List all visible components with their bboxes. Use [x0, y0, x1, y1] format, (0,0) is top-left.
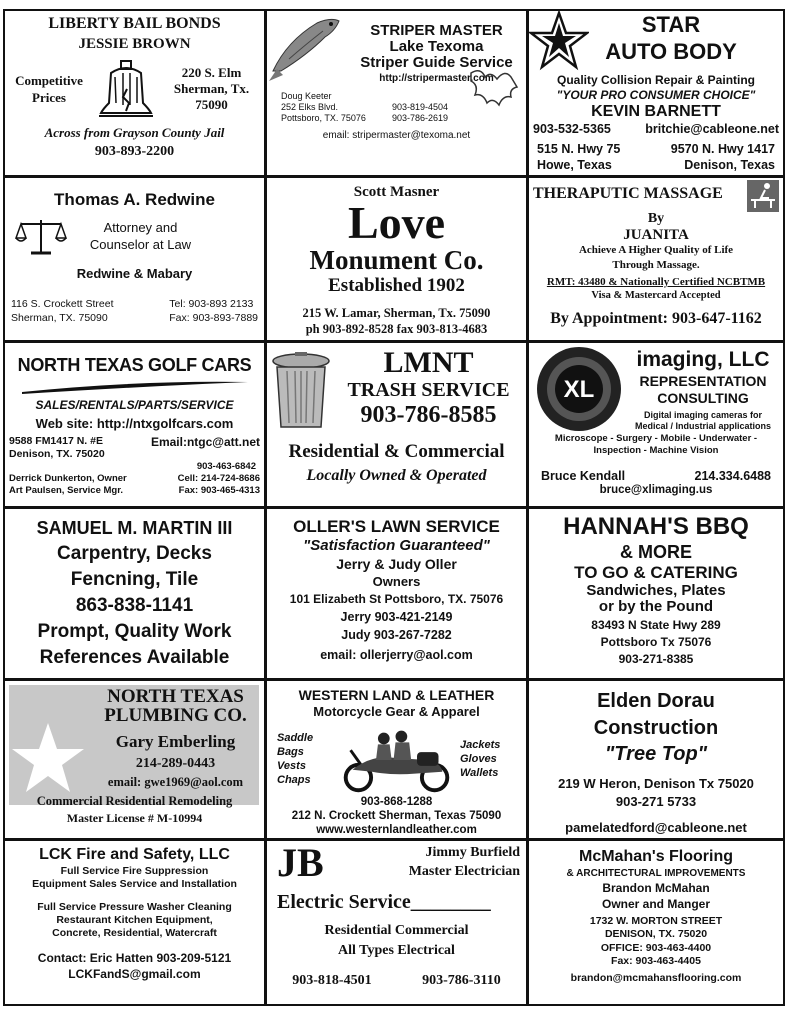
love-phones: ph 903-892-8528 fax 903-813-4683	[305, 322, 488, 336]
card-star-auto-body	[527, 9, 785, 177]
lmnt-name: LMNT	[383, 346, 474, 379]
plumbing-email: email: gwe1969@aol.com	[107, 775, 244, 789]
golf-title: NORTH TEXAS GOLF CARS	[17, 355, 252, 375]
lck-s1: Full Service Fire Suppression	[60, 865, 209, 877]
jb-name1: Jimmy Burfield	[425, 845, 520, 860]
oller-addr: 101 Elizabeth St Pottsboro, TX. 75076	[289, 592, 504, 606]
star-city1: Howe, Texas	[537, 158, 612, 172]
jb-phone2: 903-786-3110	[422, 973, 501, 988]
striper-title2: Lake Texoma	[389, 38, 484, 55]
plumbing-phone: 214-289-0443	[135, 756, 216, 771]
scales-icon	[15, 216, 67, 256]
hannah-addr2: Pottsboro Tx 75076	[600, 635, 712, 649]
card-mcmahans-flooring	[527, 839, 785, 1006]
elden-name: Elden Dorau	[597, 690, 715, 712]
liberty-address2: Sherman, Tx.	[173, 81, 250, 96]
liberty-left-text: Competitive Prices	[15, 73, 83, 105]
jb-name2: Master Electrician	[408, 864, 520, 879]
liberty-address1: 220 S. Elm	[181, 65, 242, 80]
jb-phone1: 903-818-4501	[292, 973, 372, 988]
golf-addr2: Denison, TX. 75020	[9, 448, 105, 460]
golf-mgr: Art Paulsen, Service Mgr.	[9, 485, 124, 496]
xl-mic2: Inspection - Machine Vision	[593, 445, 719, 456]
hannah-phone: 903-271-8385	[618, 652, 694, 666]
liberty-across: Across from Grayson County Jail	[44, 125, 225, 140]
hannah-s2: or by the Pound	[598, 598, 714, 615]
lck-s4: Restaurant Kitchen Equipment,	[56, 914, 213, 926]
massage-by: By	[647, 211, 665, 226]
liberty-bell-icon	[93, 59, 159, 119]
striper-phone2: 903-786-2619	[392, 113, 449, 123]
elden-email: pamelatedford@cableone.net	[565, 820, 747, 835]
western-left-4: Chaps	[277, 774, 311, 786]
lck-email: LCKFandS@gmail.com	[68, 967, 201, 981]
card-north-texas-plumbing	[3, 679, 266, 840]
lck-s5: Concrete, Residential, Watercraft	[52, 927, 217, 939]
fish-icon	[267, 11, 347, 83]
star-addr2: 9570 N. Hwy 1417	[670, 142, 775, 156]
card-ollers-lawn	[265, 507, 528, 680]
striper-title1: STRIPER MASTER	[370, 22, 503, 39]
massage-appt: By Appointment: 903-647-1162	[550, 310, 762, 327]
xl-rep2: CONSULTING	[657, 390, 749, 406]
mcmahan-office: OFFICE: 903-463-4400	[600, 942, 712, 954]
samuel-phone: 863-838-1141	[75, 595, 194, 616]
hannah-title: HANNAH'S BBQ	[563, 513, 749, 540]
xl-phone: 214.334.6488	[694, 469, 771, 483]
xl-name: imaging, LLC	[636, 348, 770, 371]
striper-phone1: 903-819-4504	[392, 102, 449, 112]
western-web: www.westernlandleather.com	[316, 824, 477, 836]
western-right-2: Gloves	[460, 753, 497, 765]
lmnt-res: Residential & Commercial	[288, 441, 505, 462]
redwine-firm: Redwine & Mabary	[76, 266, 193, 281]
star-phone: 903-532-5365	[533, 122, 611, 136]
jb-res2: All Types Electrical	[338, 943, 455, 958]
striper-addr1: Doug Keeter	[281, 91, 332, 101]
western-left-1: Saddle	[277, 732, 314, 744]
card-samuel-martin	[3, 507, 266, 680]
motorcycle-icon	[333, 724, 460, 794]
western-left-2: Bags	[277, 746, 304, 758]
star-name: KEVIN BARNETT	[591, 103, 721, 120]
mcmahan-addr1: 1732 W. MORTON STREET	[589, 915, 723, 927]
massage-table-icon	[747, 180, 779, 212]
lmnt-local: Locally Owned & Operated	[306, 467, 487, 484]
golf-phone: 903-463-6842	[196, 461, 256, 472]
western-right-1: Jackets	[460, 739, 501, 751]
card-xl-imaging	[527, 341, 785, 508]
plumbing-services: Commercial Residential Remodeling	[36, 794, 233, 808]
mcmahan-role: Owner and Manger	[601, 897, 711, 911]
golf-fax: Fax: 903-465-4313	[178, 485, 260, 496]
oller-owners: Owners	[372, 574, 421, 589]
mcmahan-addr2: DENISON, TX. 75020	[604, 928, 708, 940]
lmnt-service: TRASH SERVICE	[347, 379, 510, 401]
golf-email: Email:ntgc@att.net	[150, 435, 260, 449]
xl-email: bruce@xlimaging.us	[599, 484, 713, 496]
card-lmnt-trash	[265, 341, 528, 508]
massage-visa: Visa & Mastercard Accepted	[591, 290, 721, 301]
business-card-grid	[4, 10, 785, 1006]
oller-title: OLLER'S LAWN SERVICE	[293, 517, 500, 536]
xl-lens-logo	[535, 345, 623, 433]
oller-jerry: Jerry 903-421-2149	[340, 610, 453, 624]
redwine-title2: Counselor at Law	[89, 237, 192, 252]
lmnt-phone: 903-786-8585	[360, 402, 497, 428]
western-phone: 903-868-1288	[360, 796, 433, 808]
liberty-phone: 903-893-2200	[94, 144, 175, 159]
swoosh-icon	[20, 378, 250, 396]
redwine-name: Thomas A. Redwine	[54, 190, 215, 209]
liberty-owner: JESSIE BROWN	[78, 36, 191, 52]
hannah-addr1: 83493 N State Hwy 289	[591, 618, 721, 632]
lck-s3: Full Service Pressure Washer Cleaning	[37, 901, 232, 913]
western-left-3: Vests	[277, 760, 306, 772]
star-email: britchie@cableone.net	[645, 122, 779, 136]
xl-contact: Bruce Kendall	[541, 469, 626, 483]
redwine-tel: Tel: 903-893 2133	[169, 298, 254, 310]
love-est: Established 1902	[328, 275, 465, 296]
redwine-addr1: 116 S. Crockett Street	[11, 298, 114, 310]
oller-slogan: "Satisfaction Guaranteed"	[303, 537, 490, 554]
massage-rmt: RMT: 43480 & Nationally Certified NCBTMB	[546, 276, 766, 288]
massage-title: THERAPUTIC MASSAGE	[533, 185, 723, 202]
mcmahan-name: Brandon McMahan	[602, 881, 710, 895]
hannah-s1: Sandwiches, Plates	[586, 582, 726, 599]
trash-can-icon	[271, 351, 331, 431]
xl-cam1: Digital imaging cameras for	[643, 410, 763, 420]
plumbing-license: Master License # M-10994	[66, 811, 203, 825]
card-liberty-bail-bonds	[3, 9, 266, 177]
western-addr: 212 N. Crockett Sherman, Texas 75090	[291, 810, 502, 822]
golf-web: Web site: http://ntxgolfcars.com	[35, 416, 234, 431]
samuel-l4: References Available	[39, 647, 230, 668]
striper-addr3: Pottsboro, TX. 75076	[281, 113, 366, 123]
card-hannahs-bbq	[527, 507, 785, 680]
mcmahan-title: McMahan's Flooring	[578, 848, 734, 865]
card-love-monument	[265, 176, 528, 342]
lck-contact: Contact: Eric Hatten 903-209-5121	[37, 951, 232, 965]
love-big: Love	[347, 197, 446, 248]
love-owner: Scott Masner	[353, 184, 440, 200]
star-title2: AUTO BODY	[605, 39, 737, 64]
card-north-texas-golf-cars	[3, 341, 266, 508]
massage-name: JUANITA	[623, 227, 689, 243]
western-title: WESTERN LAND & LEATHER	[298, 687, 495, 703]
elden-tree: "Tree Top"	[604, 743, 708, 765]
mcmahan-fax: Fax: 903-463-4405	[611, 955, 701, 967]
samuel-name: SAMUEL M. MARTIN III	[36, 518, 233, 538]
star-icon	[529, 11, 589, 71]
star-title1: STAR	[641, 12, 701, 37]
oller-names: Jerry & Judy Oller	[336, 556, 457, 572]
jb-res1: Residential Commercial	[324, 923, 469, 938]
hannah-more: & MORE	[620, 542, 692, 562]
card-striper-master	[265, 9, 528, 177]
plumbing-title2: PLUMBING CO.	[104, 705, 247, 726]
love-company: Monument Co.	[309, 245, 484, 275]
redwine-addr2: Sherman, TX. 75090	[11, 312, 108, 324]
striper-url: http://stripermaster.com	[379, 73, 494, 84]
striper-title3: Striper Guide Service	[360, 54, 513, 71]
golf-cell: Cell: 214-724-8686	[177, 473, 260, 484]
mcmahan-email: brandon@mcmahansflooring.com	[570, 972, 742, 984]
jb-service: Electric Service________	[277, 891, 491, 913]
card-redwine-attorney	[3, 176, 266, 342]
massage-line1: Achieve A Higher Quality of Life	[578, 244, 734, 256]
star-addr1: 515 N. Hwy 75	[537, 142, 621, 156]
star-line1: Quality Collision Repair & Painting	[556, 73, 756, 87]
card-lck-fire-safety	[3, 839, 266, 1006]
western-right-3: Wallets	[460, 767, 499, 779]
oller-judy: Judy 903-267-7282	[341, 628, 452, 642]
lake-map-icon	[467, 63, 522, 113]
golf-sales: SALES/RENTALS/PARTS/SERVICE	[35, 398, 234, 412]
elden-addr: 219 W Heron, Denison Tx 75020	[558, 776, 754, 791]
striper-addr2: 252 Elks Blvd.	[281, 102, 339, 112]
card-jb-electric	[265, 839, 528, 1006]
plumbing-name: Gary Emberling	[115, 732, 236, 751]
oller-email: email: ollerjerry@aol.com	[320, 648, 473, 662]
liberty-title: LIBERTY BAIL BONDS	[48, 15, 221, 32]
card-theraputic-massage	[527, 176, 785, 342]
lck-s2: Equipment Sales Service and Installation	[32, 878, 237, 890]
love-address: 215 W. Lamar, Sherman, Tx. 75090	[302, 306, 491, 320]
mcmahan-sub: & ARCHITECTURAL IMPROVEMENTS	[566, 868, 746, 879]
samuel-l3: Prompt, Quality Work	[37, 621, 232, 642]
plumbing-title1: NORTH TEXAS	[107, 686, 244, 707]
liberty-address3: 75090	[195, 97, 228, 112]
lck-title: LCK Fire and Safety, LLC	[39, 846, 230, 863]
star-city2: Denison, Texas	[684, 158, 775, 172]
elden-company: Construction	[593, 717, 719, 739]
xl-mic1: Microscope - Surgery - Mobile - Underwater -	[554, 433, 758, 444]
redwine-title1: Attorney and	[103, 220, 178, 235]
western-sub: Motorcycle Gear & Apparel	[313, 704, 480, 719]
striper-email: email: stripermaster@texoma.net	[322, 130, 471, 141]
star-line2: "YOUR PRO CONSUMER CHOICE"	[556, 88, 756, 102]
hannah-togo: TO GO & CATERING	[574, 563, 738, 582]
jb-big: JB	[277, 840, 324, 885]
samuel-l2: Fencning, Tile	[70, 569, 199, 590]
xl-rep1: REPRESENTATION	[639, 373, 767, 389]
card-western-land-leather	[265, 679, 528, 840]
massage-line2: Through Massage.	[612, 259, 700, 271]
golf-owner: Derrick Dunkerton, Owner	[9, 473, 127, 484]
samuel-l1: Carpentry, Decks	[57, 543, 212, 564]
xl-cam2: Medical / Industrial applications	[634, 421, 772, 431]
card-elden-dorau	[527, 679, 785, 840]
xl-logo-text: XL	[563, 376, 595, 403]
elden-phone: 903-271 5733	[615, 794, 697, 809]
golf-addr1: 9588 FM1417 N. #E	[9, 435, 103, 447]
redwine-fax: Fax: 903-893-7889	[169, 312, 258, 324]
